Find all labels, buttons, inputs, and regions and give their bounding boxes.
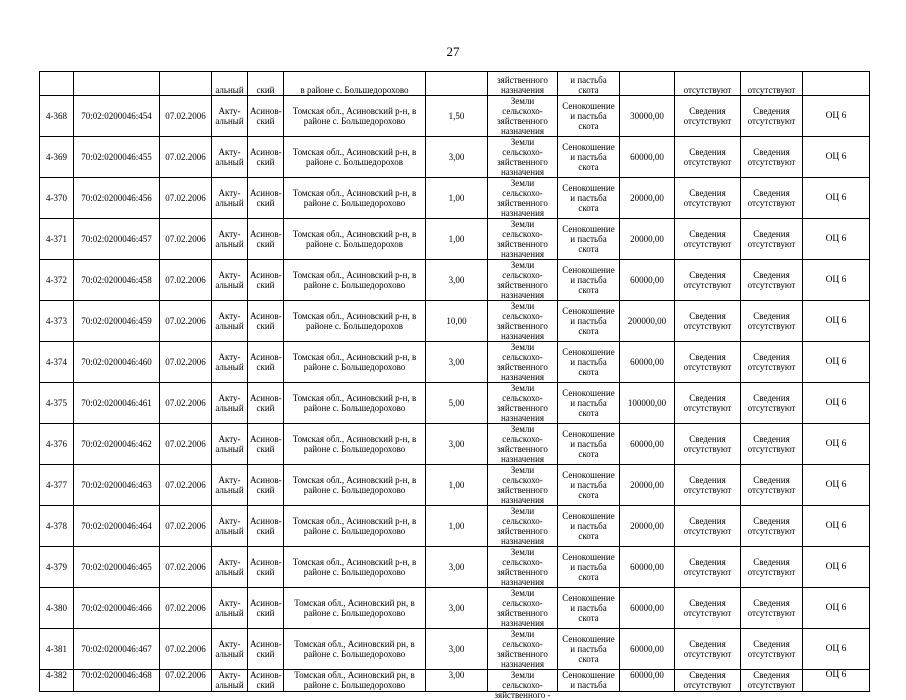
cell-encumbrance-1: Сведения отсутствуют	[675, 424, 741, 465]
cell-cadastral: 70:02:0200046:460	[74, 342, 160, 383]
cell-price: 60000,00	[620, 629, 675, 670]
cell-price: 100000,00	[620, 383, 675, 424]
cell-encumbrance-2: Сведения отсутствуют	[741, 96, 803, 137]
cell-code	[803, 72, 870, 96]
cell-num: 4-368	[40, 96, 74, 137]
cell-category: Земли сельскохо-зяйственного назначения	[488, 301, 558, 342]
cell-category: Земли сельскохо-зяйственного назначения	[488, 465, 558, 506]
cell-date: 07.02.2006	[160, 342, 212, 383]
cell-use: Сенокошение и пастьба скота	[558, 260, 620, 301]
cell-code: ОЦ 6	[803, 96, 870, 137]
cell-district: Асинов-ский	[248, 547, 284, 588]
cell-use: и пастьба скота	[558, 72, 620, 96]
cell-cadastral	[74, 670, 160, 692]
cell-encumbrance-1: Сведения отсутствуют	[675, 342, 741, 383]
cell-category: Земли сельскохо-зяйственного назначения	[488, 219, 558, 260]
cell-date: 07.02.2006	[160, 588, 212, 629]
cell-location: Томская обл., Асиновский р-н, в районе с. Большедорохов	[284, 301, 426, 342]
cell-code: ОЦ 6	[803, 260, 870, 301]
cell-date: 07.02.2006	[160, 178, 212, 219]
cell-location: Томская обл., Асиновский р-н, в районе с. Большедорохово	[284, 342, 426, 383]
cell-district: Асинов-ский	[248, 301, 284, 342]
cell-price: 20000,00	[620, 506, 675, 547]
cell-category: Земли сельскохо-зяйственного назначения	[488, 506, 558, 547]
cell-date: 07.02.2006	[160, 629, 212, 670]
cell-encumbrance-2: Сведения отсутствуют	[741, 465, 803, 506]
cell-price: 60000,00	[620, 424, 675, 465]
cell-location: Томская обл., Асиновский р-н, в районе с. Большедорохово	[284, 260, 426, 301]
cell-price	[620, 72, 675, 96]
cell-code: ОЦ 6	[803, 424, 870, 465]
cell-text: 70:02:0200046:468	[81, 670, 152, 680]
cell-use: Сенокошение и пастьба скота	[558, 96, 620, 137]
cell-price: 20000,00	[620, 465, 675, 506]
cell-encumbrance-1: Сведения отсутствуют	[675, 260, 741, 301]
cell-price: 20000,00	[620, 178, 675, 219]
cell-price: 60000,00	[620, 260, 675, 301]
cell-area	[426, 72, 488, 96]
cell-num: 4-373	[40, 301, 74, 342]
cell-area: 1,00	[426, 219, 488, 260]
cell-location: Томская обл., Асиновский р-н, в районе с. Большедорохов	[284, 219, 426, 260]
cell-encumbrance-1: Сведения отсутствуют	[675, 588, 741, 629]
cell-price: 60000,00	[620, 588, 675, 629]
cell-cadastral: 70:02:0200046:462	[74, 424, 160, 465]
cell-district: Асинов-ский	[248, 178, 284, 219]
cell-num: 4-376	[40, 424, 74, 465]
cell-status: Акту-альный	[212, 342, 248, 383]
cell-status: Акту-альный	[212, 588, 248, 629]
cell-price: 60000,00	[620, 137, 675, 178]
cell-encumbrance-2: Сведения отсутствуют	[741, 383, 803, 424]
cell-area: 3,00	[426, 547, 488, 588]
cell-cadastral: 70:02:0200046:456	[74, 178, 160, 219]
cell-encumbrance-1: Сведения отсутствуют	[675, 547, 741, 588]
cell-code: ОЦ 6	[803, 178, 870, 219]
cell-date	[160, 670, 212, 692]
cell-use: Сенокошение и пастьба скота	[558, 547, 620, 588]
cell-cadastral: 70:02:0200046:463	[74, 465, 160, 506]
table-row	[40, 219, 870, 260]
table-row	[40, 137, 870, 178]
cell-encumbrance-2: Сведения отсутствуют	[741, 588, 803, 629]
cell-date: 07.02.2006	[160, 137, 212, 178]
cell-area: 3,00	[426, 342, 488, 383]
cell-location: Томская обл., Асиновский р-н, в районе с. Большедорохово	[284, 465, 426, 506]
cell-num: 4-380	[40, 588, 74, 629]
cell-district: Асинов-ский	[248, 465, 284, 506]
cell-encumbrance-1: Сведения отсутствуют	[675, 96, 741, 137]
cell-status	[212, 670, 248, 692]
cell-cadastral: 70:02:0200046:465	[74, 547, 160, 588]
cell-code: ОЦ 6	[803, 588, 870, 629]
cell-district: Асинов-ский	[248, 383, 284, 424]
cell-num: 4-370	[40, 178, 74, 219]
cell-category: Земли сельскохо-зяйственного назначения	[488, 629, 558, 670]
cell-encumbrance-1: Сведения отсутствуют	[675, 383, 741, 424]
table-row	[40, 301, 870, 342]
land-registry-table	[39, 71, 870, 700]
cell-price	[620, 670, 675, 692]
cell-category: Земли сельскохо-зяйственного назначения	[488, 547, 558, 588]
cell-code: ОЦ 6	[803, 219, 870, 260]
cell-date: 07.02.2006	[160, 547, 212, 588]
cell-area: 1,00	[426, 465, 488, 506]
cell-encumbrance-1	[675, 670, 741, 692]
cell-text: 3,00	[448, 670, 465, 680]
cell-code: ОЦ 6	[803, 301, 870, 342]
continuation-row	[40, 72, 870, 96]
cell-text: 4-382	[46, 670, 67, 680]
cell-date: 07.02.2006	[160, 301, 212, 342]
cell-use: Сенокошение и пастьба скота	[558, 342, 620, 383]
cell-num: 4-369	[40, 137, 74, 178]
cell-area: 1,00	[426, 178, 488, 219]
cell-num: 4-379	[40, 547, 74, 588]
cell-status: Акту-альный	[212, 547, 248, 588]
cell-use: Сенокошение и пастьба скота	[558, 301, 620, 342]
cell-location: Томская обл., Асиновский рн, в районе с. Большедорохово	[284, 629, 426, 670]
cell-code: ОЦ 6	[803, 342, 870, 383]
cell-encumbrance-1: Сведения отсутствуют	[675, 219, 741, 260]
cell-text: ОЦ 6	[825, 670, 847, 680]
cell-encumbrance-2: Сведения отсутствуют	[741, 342, 803, 383]
cell-date: 07.02.2006	[160, 96, 212, 137]
cell-text: Асинов-ский	[250, 670, 282, 690]
cell-cadastral: 70:02:0200046:457	[74, 219, 160, 260]
table-row	[40, 424, 870, 465]
cell-area	[426, 670, 488, 692]
cell-category: Земли сельскохо-зяйственного назначения	[488, 424, 558, 465]
cell-district	[248, 670, 284, 692]
cell-encumbrance-2: Сведения отсутствуют	[741, 547, 803, 588]
cell-code	[803, 670, 870, 692]
cell-area: 3,00	[426, 588, 488, 629]
cell-area: 1,00	[426, 506, 488, 547]
cell-num: 4-374	[40, 342, 74, 383]
cell-area: 10,00	[426, 301, 488, 342]
cell-date: 07.02.2006	[160, 465, 212, 506]
cell-location: Томская обл., Асиновский р-н, в районе с. Большедорохово	[284, 178, 426, 219]
table-row	[40, 547, 870, 588]
cell-district: Асинов-ский	[248, 137, 284, 178]
cell-text: Акту-альный	[215, 670, 244, 690]
cell-category: Земли сельскохо-зяйственного назначения	[488, 137, 558, 178]
cell-status: Акту-альный	[212, 137, 248, 178]
cell-status: Акту-альный	[212, 383, 248, 424]
cell-encumbrance-2: Сведения отсутствуют	[741, 301, 803, 342]
cell-use: Сенокошение и пастьба скота	[558, 219, 620, 260]
cell-location: в районе с. Большедорохово	[284, 72, 426, 96]
cell-code: ОЦ 6	[803, 629, 870, 670]
cell-cadastral: 70:02:0200046:464	[74, 506, 160, 547]
cell-area: 5,00	[426, 383, 488, 424]
cell-area: 1,50	[426, 96, 488, 137]
cell-encumbrance-1: отсутствуют	[675, 72, 741, 96]
cell-num: 4-378	[40, 506, 74, 547]
cell-cadastral: 70:02:0200046:467	[74, 629, 160, 670]
cell-text: Сведения отсутствуют	[683, 670, 732, 690]
cell-encumbrance-1: Сведения отсутствуют	[675, 178, 741, 219]
cell-status: Акту-альный	[212, 96, 248, 137]
cell-code: ОЦ 6	[803, 506, 870, 547]
cell-cadastral: 70:02:0200046:461	[74, 383, 160, 424]
cell-num: 4-372	[40, 260, 74, 301]
cell-encumbrance-1: Сведения отсутствуют	[675, 465, 741, 506]
cell-text: Томская обл., Асиновский рн, в районе с. Большедорохово	[294, 670, 415, 690]
cell-encumbrance-1: Сведения отсутствуют	[675, 301, 741, 342]
cell-num	[40, 670, 74, 692]
cell-encumbrance-2: Сведения отсутствуют	[741, 629, 803, 670]
cell-num	[40, 72, 74, 96]
cell-area: 3,00	[426, 137, 488, 178]
cell-encumbrance-2	[741, 670, 803, 692]
cell-status: Акту-альный	[212, 219, 248, 260]
cell-num: 4-381	[40, 629, 74, 670]
cell-code: ОЦ 6	[803, 383, 870, 424]
cell-date	[160, 72, 212, 96]
cell-category: Земли сельскохо-зяйственного назначения	[488, 383, 558, 424]
registry-rows	[40, 96, 870, 700]
cell-use: Сенокошение и пастьба скота	[558, 629, 620, 670]
cell-category: Земли сельскохо-зяйственного назначения	[488, 588, 558, 629]
cell-encumbrance-2: Сведения отсутствуют	[741, 137, 803, 178]
cell-text: Земли сельскохо-зяйственного -	[494, 670, 551, 700]
cell-code: ОЦ 6	[803, 547, 870, 588]
cell-num: 4-375	[40, 383, 74, 424]
cell-district: Асинов-ский	[248, 260, 284, 301]
cell-district: Асинов-ский	[248, 342, 284, 383]
cell-use: Сенокошение и пастьба скота	[558, 465, 620, 506]
cell-location: Томская обл., Асиновский р-н, в районе с. Большедорохово	[284, 383, 426, 424]
cell-location: Томская обл., Асиновский р-н, в районе с. Большедорохово	[284, 506, 426, 547]
cell-date: 07.02.2006	[160, 219, 212, 260]
cell-status: Акту-альный	[212, 178, 248, 219]
page-number: 27	[446, 44, 460, 59]
cell-price: 60000,00	[620, 547, 675, 588]
cell-encumbrance-1: Сведения отсутствуют	[675, 506, 741, 547]
cell-use: Сенокошение и пастьба скота	[558, 137, 620, 178]
cell-status: Акту-альный	[212, 465, 248, 506]
table-row	[40, 506, 870, 547]
cell-location	[284, 670, 426, 692]
cell-code: ОЦ 6	[803, 137, 870, 178]
cell-use: Сенокошение и пастьба скота	[558, 424, 620, 465]
cell-num: 4-371	[40, 219, 74, 260]
cell-use: Сенокошение и пастьба скота	[558, 383, 620, 424]
cell-encumbrance-2: Сведения отсутствуют	[741, 424, 803, 465]
cell-price: 30000,00	[620, 96, 675, 137]
cell-location: Томская обл., Асиновский рн, в районе с. Большедорохово	[284, 588, 426, 629]
cell-district: Асинов-ский	[248, 506, 284, 547]
cell-text: Сведения отсутствуют	[747, 670, 796, 690]
cell-location: Томская обл., Асиновский р-н, в районе с. Большедорохово	[284, 424, 426, 465]
table-row	[40, 383, 870, 424]
cell-district: Асинов-ский	[248, 588, 284, 629]
cell-encumbrance-1: Сведения отсутствуют	[675, 137, 741, 178]
cell-price: 60000,00	[620, 342, 675, 383]
cell-cadastral: 70:02:0200046:466	[74, 588, 160, 629]
cell-num: 4-377	[40, 465, 74, 506]
cell-status: альный	[212, 72, 248, 96]
table-row	[40, 96, 870, 137]
cell-cadastral	[74, 72, 160, 96]
table-row	[40, 588, 870, 629]
cell-status: Акту-альный	[212, 506, 248, 547]
cell-date: 07.02.2006	[160, 383, 212, 424]
cell-category: Земли сельскохо-зяйственного назначения	[488, 260, 558, 301]
cell-category: Земли сельскохо-зяйственного назначения	[488, 342, 558, 383]
cell-text: 60000,00	[630, 670, 664, 680]
cell-text: Сенокошение и пастьба	[562, 670, 615, 690]
cell-area: 3,00	[426, 260, 488, 301]
cell-text: 07.02.2006	[165, 670, 206, 680]
cell-category	[488, 670, 558, 700]
cell-location: Томская обл., Асиновский р-н, в районе с. Большедорохово	[284, 96, 426, 137]
table-row	[40, 465, 870, 506]
cell-encumbrance-2: Сведения отсутствуют	[741, 260, 803, 301]
cell-use	[558, 670, 620, 692]
cell-status: Акту-альный	[212, 424, 248, 465]
table-row	[40, 178, 870, 219]
cell-cadastral: 70:02:0200046:454	[74, 96, 160, 137]
cell-location: Томская обл., Асиновский р-н, в районе с. Большедорохово	[284, 547, 426, 588]
cell-encumbrance-2: Сведения отсутствуют	[741, 178, 803, 219]
cell-cadastral: 70:02:0200046:459	[74, 301, 160, 342]
table-row	[40, 629, 870, 670]
cell-location: Томская обл., Асиновский р-н, в районе с. Большедорохов	[284, 137, 426, 178]
cell-date: 07.02.2006	[160, 260, 212, 301]
cell-district: Асинов-ский	[248, 219, 284, 260]
cell-district: Асинов-ский	[248, 629, 284, 670]
cell-cadastral: 70:02:0200046:455	[74, 137, 160, 178]
cell-use: Сенокошение и пастьба скота	[558, 178, 620, 219]
table-row	[40, 260, 870, 301]
cell-district: ский	[248, 72, 284, 96]
cell-date: 07.02.2006	[160, 424, 212, 465]
cell-code: ОЦ 6	[803, 465, 870, 506]
cell-encumbrance-2: отсутствуют	[741, 72, 803, 96]
cell-encumbrance-2: Сведения отсутствуют	[741, 219, 803, 260]
table-row	[40, 342, 870, 383]
cell-use: Сенокошение и пастьба скота	[558, 588, 620, 629]
cell-area: 3,00	[426, 629, 488, 670]
cell-category: зяйственного назначения	[488, 72, 558, 96]
cell-date: 07.02.2006	[160, 506, 212, 547]
cell-cadastral: 70:02:0200046:458	[74, 260, 160, 301]
table-row	[40, 670, 870, 692]
cell-use: Сенокошение и пастьба скота	[558, 506, 620, 547]
cell-price: 200000,00	[620, 301, 675, 342]
cell-price: 20000,00	[620, 219, 675, 260]
cell-district: Асинов-ский	[248, 424, 284, 465]
cell-status: Акту-альный	[212, 629, 248, 670]
cell-area: 3,00	[426, 424, 488, 465]
cell-district: Асинов-ский	[248, 96, 284, 137]
cell-category: Земли сельскохо-зяйственного назначения	[488, 178, 558, 219]
cell-category: Земли сельскохо-зяйственного назначения	[488, 96, 558, 137]
cell-encumbrance-2: Сведения отсутствуют	[741, 506, 803, 547]
cell-status: Акту-альный	[212, 260, 248, 301]
cell-encumbrance-1: Сведения отсутствуют	[675, 629, 741, 670]
cell-status: Акту-альный	[212, 301, 248, 342]
